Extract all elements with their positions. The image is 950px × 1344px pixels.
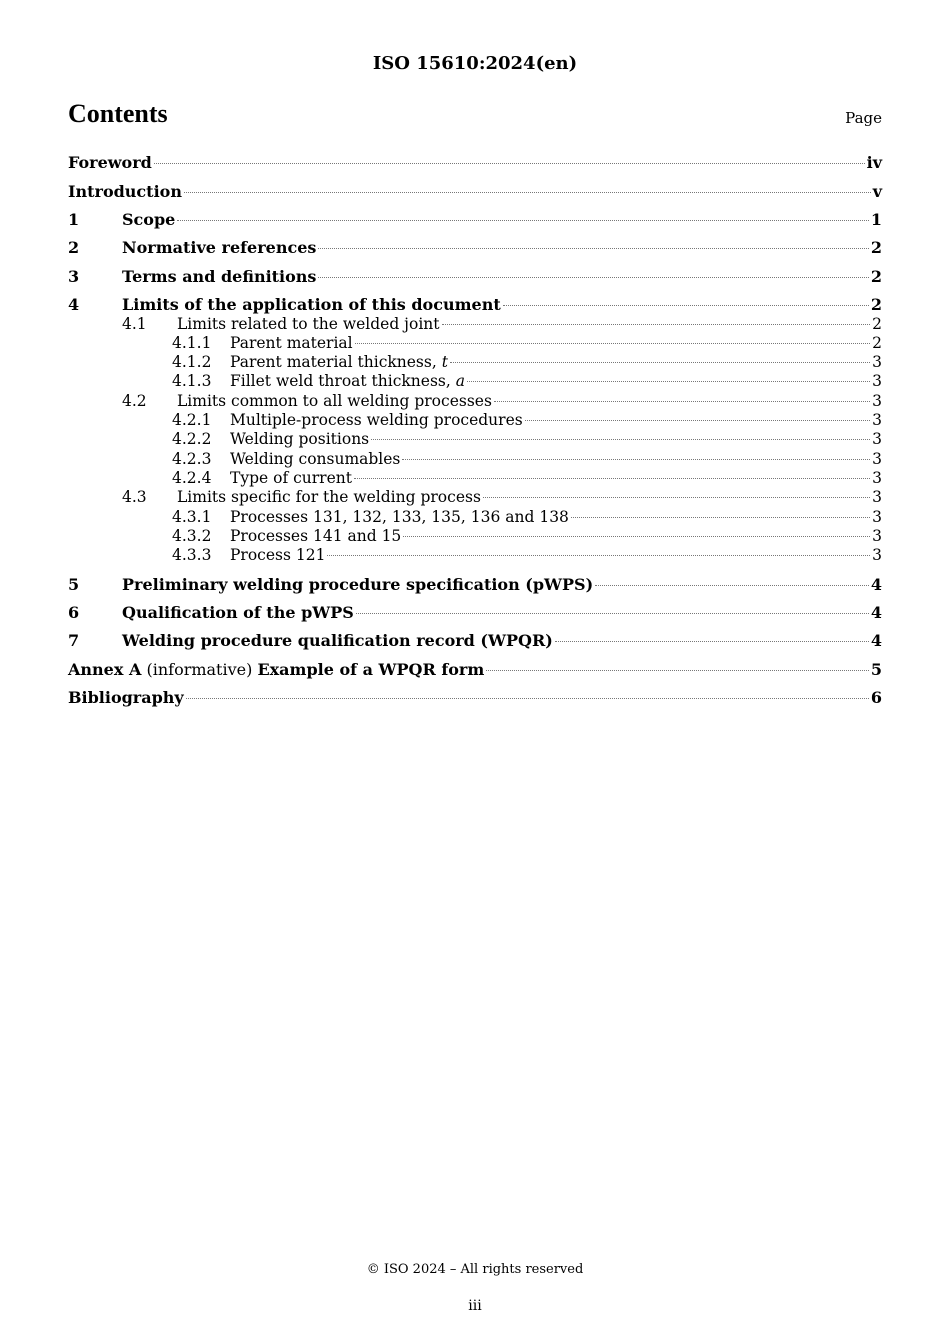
page-number: iii [468,1298,482,1314]
toc-entry-number: 5 [68,575,80,594]
toc-entry-4-2-3[interactable] [172,450,882,468]
contents-title: Contents [68,99,168,128]
toc-entry-title: Process 121 [230,546,326,564]
toc-entry-number: 3 [68,267,80,286]
toc-entry-title: Welding consumables [230,450,401,468]
toc-entry-number: 4.2.1 [172,411,212,429]
toc-entry-wpqr[interactable] [68,631,882,650]
toc-entry-number: 4.2.3 [172,450,212,468]
copyright-notice: © ISO 2024 – All rights reserved [366,1262,584,1277]
dot-leader [467,381,870,382]
toc-entry-4-1[interactable] [122,315,882,333]
toc-entry-page: 3 [872,411,882,429]
dot-leader [555,641,869,642]
toc-entry-title: Multiple-process welding procedures [230,411,523,429]
toc-entry-number: 6 [68,603,80,622]
toc-entry-page: 1 [870,210,882,229]
toc-entry-4-3-1[interactable] [172,508,882,526]
toc-entry-title: Bibliography [68,688,184,707]
dot-leader [486,670,869,671]
toc-entry-title: Parent material thickness, t [230,353,448,371]
toc-entry-4-2-1[interactable] [172,411,882,429]
toc-entry-introduction[interactable] [68,182,882,201]
toc-entry-title: Processes 141 and 15 [230,527,402,545]
toc-entry-pwps[interactable] [68,575,882,594]
toc-entry-title: Normative references [122,238,317,257]
dot-leader [483,497,870,498]
toc-entry-number: 4 [68,295,80,314]
dot-leader [354,478,870,479]
toc-entry-number: 4.1 [122,315,147,333]
toc-entry-4-1-2[interactable] [172,353,882,371]
toc-entry-page: 4 [870,575,882,594]
dot-leader [571,517,870,518]
toc-entry-page: 2 [870,267,882,286]
toc-entry-number: 4.1.1 [172,334,212,352]
dot-leader [503,305,869,306]
dot-leader [186,698,869,699]
toc-entry-number: 4.2 [122,392,147,410]
toc-entry-4-2[interactable] [122,392,882,410]
toc-entry-page: v [872,182,882,201]
toc-entry-normative-references[interactable] [68,238,882,257]
toc-entry-number: 4.1.3 [172,372,212,390]
dot-leader [318,277,868,278]
toc-entry-number: 4.3.1 [172,508,212,526]
dot-leader [403,536,870,537]
toc-entry-title: Limits related to the welded joint [177,315,440,333]
toc-entry-number: 4.3.2 [172,527,212,545]
toc-entry-title: Limits specific for the welding process [177,488,481,506]
dot-leader [494,401,870,402]
dot-leader [356,613,869,614]
toc-entry-page: 3 [872,508,882,526]
toc-entry-page: 3 [872,527,882,545]
toc-entry-4-2-2[interactable] [172,430,882,448]
toc-entry-scope[interactable] [68,210,882,229]
toc-entry-title: Introduction [68,182,182,201]
dot-leader [371,439,870,440]
toc-entry-foreword[interactable] [68,153,882,172]
toc-entry-title: Parent material [230,334,353,352]
toc-entry-page: 2 [872,315,882,333]
toc-entry-title: Qualification of the pWPS [122,603,354,622]
toc-entry-title: Welding procedure qualification record (WPQR) [122,631,553,650]
toc-entry-number: 7 [68,631,80,650]
toc-entry-title: Limits of the application of this document [122,295,501,314]
toc-entry-page: 2 [872,334,882,352]
dot-leader [355,343,871,344]
toc-entry-title: Scope [122,210,176,229]
toc-entry-number: 4.3 [122,488,147,506]
toc-entry-4-1-3[interactable] [172,372,882,390]
toc-entry-number: 2 [68,238,80,257]
page-column-label: Page [845,109,882,127]
toc-entry-4-3[interactable] [122,488,882,506]
toc-entry-title: Foreword [68,153,152,172]
dot-leader [402,459,870,460]
toc-entry-title: Welding positions [230,430,370,448]
dot-leader [442,324,871,325]
toc-entry-page: 2 [870,238,882,257]
dot-leader [184,192,871,193]
toc-entry-page: 3 [872,372,882,390]
dot-leader [177,220,869,221]
toc-entry-4-3-2[interactable] [172,527,882,545]
toc-entry-title: Limits common to all welding processes [177,392,492,410]
dot-leader [450,362,870,363]
dot-leader [327,555,870,556]
toc-entry-qualification[interactable] [68,603,882,622]
toc-entry-page: 3 [872,353,882,371]
toc-entry-number: 1 [68,210,80,229]
toc-entry-bibliography[interactable] [68,688,882,707]
toc-entry-terms-definitions[interactable] [68,267,882,286]
toc-entry-page: 3 [872,430,882,448]
toc-entry-page: 3 [872,469,882,487]
toc-entry-page: 5 [870,660,882,679]
dot-leader [525,420,870,421]
toc-entry-title: Fillet weld throat thickness, a [230,372,465,390]
toc-entry-4-3-3[interactable] [172,546,882,564]
toc-entry-title: Annex A (informative) Example of a WPQR form [68,660,485,679]
toc-entry-limits-application[interactable] [68,295,882,314]
toc-entry-page: 4 [870,631,882,650]
toc-entry-page: 6 [870,688,882,707]
dot-leader [154,163,865,164]
toc-entry-number: 4.2.2 [172,430,212,448]
toc-entry-page: 3 [872,450,882,468]
toc-entry-page: 3 [872,488,882,506]
toc-entry-page: 3 [872,546,882,564]
dot-leader [318,248,868,249]
toc-entry-page: 2 [870,295,882,314]
toc-entry-number: 4.3.3 [172,546,212,564]
toc-entry-annex-a[interactable] [68,660,882,679]
toc-entry-page: 3 [872,392,882,410]
document-id: ISO 15610:2024(en) [372,53,578,74]
dot-leader [595,585,869,586]
toc-entry-title: Terms and definitions [122,267,317,286]
toc-entry-title: Preliminary welding procedure specification (pWPS) [122,575,594,594]
toc-entry-title: Type of current [230,469,352,487]
toc-entry-number: 4.1.2 [172,353,212,371]
toc-entry-title: Processes 131, 132, 133, 135, 136 and 138 [230,508,569,526]
toc-entry-4-1-1[interactable] [172,334,882,352]
toc-entry-page: 4 [870,603,882,622]
toc-entry-page: iv [866,153,882,172]
toc-entry-4-2-4[interactable] [172,469,882,487]
toc-entry-number: 4.2.4 [172,469,212,487]
